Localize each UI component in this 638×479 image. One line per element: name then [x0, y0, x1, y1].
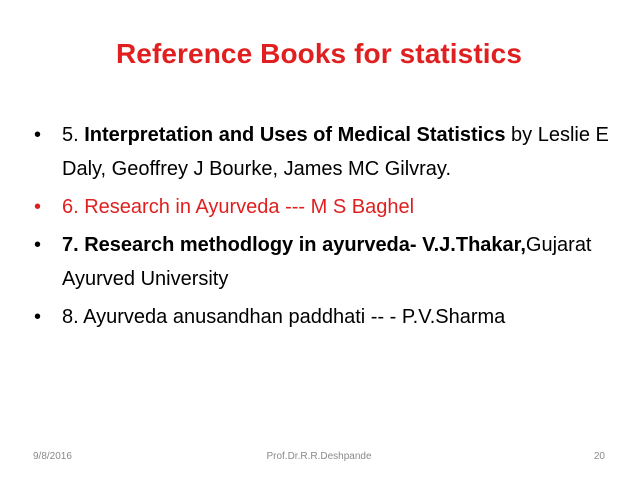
bullet-dot: • — [34, 306, 42, 328]
bullet-text: 8. Ayurveda anusandhan paddhati -- - P.V.Sharma — [62, 306, 506, 328]
footer-author: Prof.Dr.R.R.Deshpande — [266, 451, 372, 462]
bullet-number: 5. — [62, 124, 79, 146]
bullet-dot: • — [34, 196, 42, 218]
bullet-item-6 — [34, 190, 614, 224]
book-publisher: Gujarat Ayurved University — [62, 234, 592, 290]
book-title: 7. Research methodlogy in ayurveda- V.J.Thakar, — [62, 234, 526, 256]
bullet-text: 6. Research in Ayurveda --- M S Baghel — [62, 196, 415, 218]
bullet-item-7 — [34, 228, 614, 296]
footer-page-number: 20 — [593, 451, 605, 462]
bullet-item-5 — [34, 118, 614, 186]
bullet-dot: • — [34, 234, 42, 256]
book-title: Interpretation and Uses of Medical Statistics — [84, 124, 506, 146]
book-authors: by Leslie E Daly, Geoffrey J Bourke, James MC Gilvray. — [62, 124, 609, 180]
footer-date: 9/8/2016 — [33, 451, 72, 462]
bullet-list — [34, 118, 614, 338]
slide-title: Reference Books for statistics — [115, 38, 523, 69]
bullet-dot: • — [34, 124, 42, 146]
bullet-item-8 — [34, 300, 614, 334]
